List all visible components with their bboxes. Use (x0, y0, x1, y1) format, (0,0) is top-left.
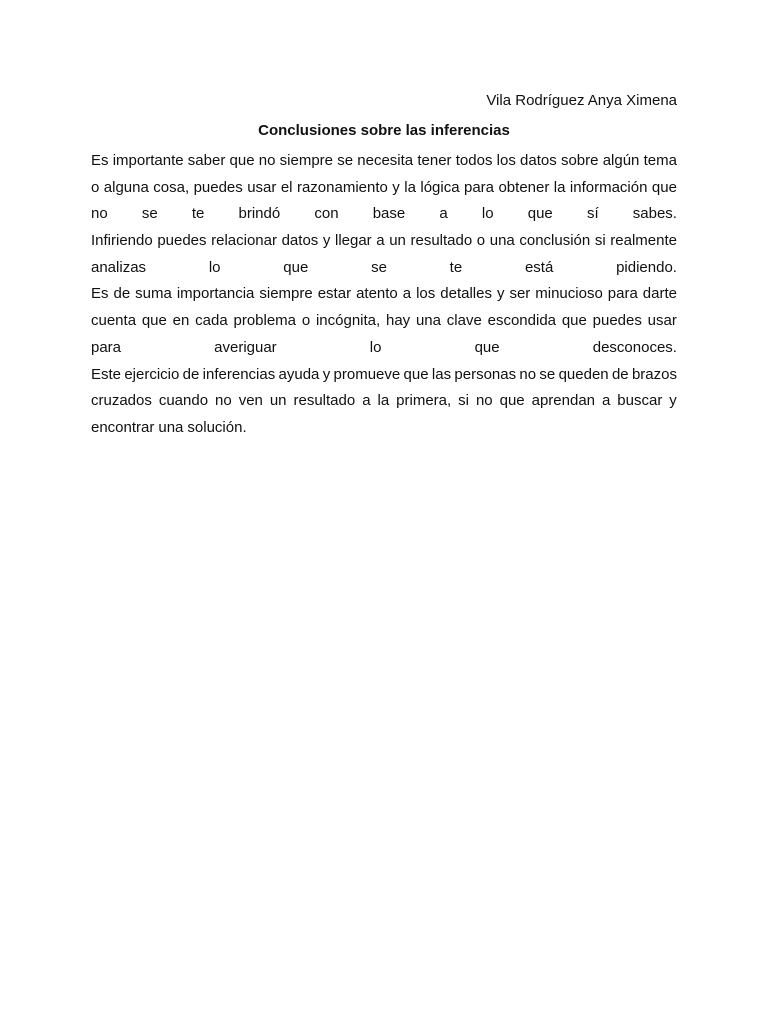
word: minucioso (535, 285, 603, 303)
word: o (476, 232, 486, 250)
word: cosa, (153, 178, 190, 196)
word: para (464, 178, 495, 196)
word: y (322, 232, 331, 250)
text-line (91, 388, 677, 415)
word: buscar (617, 392, 663, 410)
word: que (283, 258, 309, 276)
word: cruzados (91, 392, 152, 410)
word: o (301, 312, 311, 330)
word: la (553, 178, 566, 196)
word: y (669, 392, 677, 410)
document-title: Conclusiones sobre las inferencias (258, 122, 510, 139)
word: clave (446, 312, 482, 330)
word: ayuda (278, 365, 320, 383)
text-line (91, 228, 677, 255)
word: incógnita, (315, 312, 381, 330)
word: y (496, 285, 505, 303)
word: que (474, 338, 500, 356)
word: usar (647, 312, 677, 330)
word: sobre (560, 152, 599, 169)
word: de (611, 365, 629, 383)
text-line (91, 415, 677, 442)
word: a (601, 392, 611, 410)
word: de (182, 365, 200, 383)
word: para (607, 285, 638, 303)
word: lo (208, 258, 221, 276)
word: a (376, 232, 385, 250)
word: aprendan (531, 392, 596, 410)
word: que (141, 312, 167, 330)
text-line (91, 335, 677, 362)
word: se (337, 152, 354, 169)
word: si (458, 392, 469, 410)
word: a (402, 285, 412, 303)
word: lo (481, 205, 494, 223)
word: personas (454, 365, 517, 383)
word: ven (238, 392, 263, 410)
word: los (496, 152, 516, 169)
word: cuenta (91, 312, 137, 330)
word: brazos (631, 365, 677, 383)
word: darte (642, 285, 677, 303)
word: razonamiento (296, 178, 388, 196)
text-line (91, 362, 677, 389)
word: solución. (187, 418, 247, 436)
word: que (499, 392, 525, 410)
word: información (569, 178, 648, 196)
word: Es (91, 152, 109, 169)
word: tema (643, 152, 677, 169)
text-line (91, 308, 677, 335)
word: un (389, 232, 406, 250)
word: el (280, 178, 293, 196)
word: atento (356, 285, 398, 303)
word: está (524, 258, 554, 276)
text-line (91, 148, 677, 175)
word: lo (369, 338, 382, 356)
text-line (91, 281, 677, 308)
word: datos (281, 232, 319, 250)
word: un (269, 392, 287, 410)
word: y (392, 178, 400, 196)
text-line (91, 255, 677, 282)
word: todos (455, 152, 493, 169)
word: no (215, 392, 232, 410)
word: estar (317, 285, 352, 303)
word: encontrar (91, 418, 155, 436)
word: no (91, 205, 108, 223)
word: una (415, 312, 441, 330)
word: la (404, 178, 416, 196)
word: detalles (440, 285, 492, 303)
word: lógica (420, 178, 460, 196)
word: te (449, 258, 463, 276)
word: que (561, 312, 587, 330)
word: brindó (238, 205, 281, 223)
word: que (651, 178, 677, 196)
word: primera, (396, 392, 452, 410)
word: resultado (410, 232, 473, 250)
word: sí (586, 205, 599, 223)
word: usar (247, 178, 277, 196)
word: resultado (293, 392, 356, 410)
author-name: Vila Rodríguez Anya Ximena (486, 92, 677, 109)
word: una (158, 418, 184, 436)
word: importante (112, 152, 184, 169)
word: y (322, 365, 331, 383)
word: pidiendo. (616, 258, 677, 276)
text-line (91, 201, 677, 228)
word: puedes (592, 312, 642, 330)
word: la (377, 392, 390, 410)
word: para (91, 338, 122, 356)
word: necesita (357, 152, 414, 169)
word: ejercicio (124, 365, 180, 383)
word: obtener (498, 178, 550, 196)
text-line (91, 175, 677, 202)
word: llegar (334, 232, 372, 250)
word: a (439, 205, 448, 223)
word: analizas (91, 258, 147, 276)
word: las (431, 365, 452, 383)
word: ser (509, 285, 531, 303)
word: que (403, 365, 429, 383)
word: importancia (176, 285, 255, 303)
word: Infiriendo (91, 232, 153, 250)
word: alguna (103, 178, 149, 196)
word: relacionar (211, 232, 277, 250)
word: de (113, 285, 131, 303)
word: no (475, 392, 493, 410)
word: Es (91, 285, 109, 303)
word: puedes (193, 178, 243, 196)
word: siempre (259, 285, 313, 303)
word: desconoces. (592, 338, 677, 356)
word: no (519, 365, 537, 383)
word: se (141, 205, 158, 223)
word: con (314, 205, 339, 223)
word: realmente (610, 232, 677, 250)
word: no (258, 152, 276, 169)
word: algún (602, 152, 640, 169)
word: en (172, 312, 190, 330)
word: datos (520, 152, 557, 169)
word: inferencias (202, 365, 276, 383)
word: promueve (333, 365, 401, 383)
word: siempre (279, 152, 334, 169)
word: averiguar (214, 338, 277, 356)
word: escondida (487, 312, 557, 330)
word: problema (233, 312, 297, 330)
word: hay (385, 312, 411, 330)
word: a (362, 392, 371, 410)
word: que (229, 152, 255, 169)
word: saber (187, 152, 226, 169)
word: si (594, 232, 606, 250)
word: se (539, 365, 556, 383)
document-body (91, 148, 677, 442)
word: Este (91, 365, 122, 383)
word: o (91, 178, 100, 196)
word: cada (195, 312, 228, 330)
word: que (527, 205, 553, 223)
word: tener (417, 152, 452, 169)
word: se (371, 258, 387, 276)
word: conclusión (519, 232, 591, 250)
word: suma (135, 285, 172, 303)
word: puedes (157, 232, 207, 250)
word: los (416, 285, 436, 303)
word: te (191, 205, 205, 223)
word: queden (558, 365, 609, 383)
word: una (489, 232, 515, 250)
word: sabes. (632, 205, 677, 223)
word: cuando (158, 392, 209, 410)
word: base (372, 205, 406, 223)
